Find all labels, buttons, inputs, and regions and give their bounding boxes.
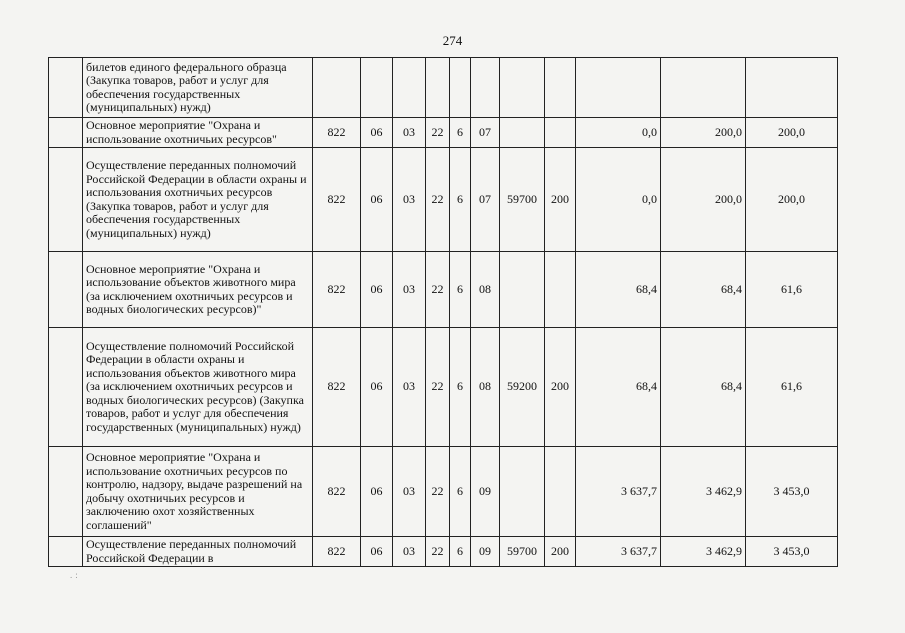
direction-code: 59200 — [500, 328, 545, 447]
subprogram-code — [450, 58, 471, 118]
grbs-code: 822 — [313, 252, 361, 328]
amount-year-3 — [746, 58, 838, 118]
row-name: Основное мероприятие "Охрана и использование охотничьих ресурсов по контролю, надзору, выдаче разрешений на добычу охотничьих ресурсов и заключению охот хозяйственных соглашений" — [83, 447, 313, 537]
direction-code — [500, 447, 545, 537]
subprogram-code: 6 — [450, 252, 471, 328]
subprogram-code: 6 — [450, 537, 471, 567]
amount-year-1: 68,4 — [576, 252, 661, 328]
expense-type-code: 200 — [545, 537, 576, 567]
expense-type-code: 200 — [545, 328, 576, 447]
expense-type-code — [545, 252, 576, 328]
row-name: Осуществление переданных полномочий Российской Федерации в области охраны и использования охотничьих ресурсов (Закупка товаров, работ и услуг для обеспечения государственных (муниципальных) нужд) — [83, 148, 313, 252]
section-code: 06 — [361, 118, 393, 148]
table-row — [49, 537, 838, 567]
subsection-code: 03 — [393, 447, 426, 537]
amount-year-2: 68,4 — [661, 252, 746, 328]
row-index-cell — [49, 118, 83, 148]
amount-year-3: 61,6 — [746, 328, 838, 447]
amount-year-2: 200,0 — [661, 118, 746, 148]
amount-year-1: 0,0 — [576, 118, 661, 148]
section-code: 06 — [361, 447, 393, 537]
row-index-cell — [49, 148, 83, 252]
amount-year-1: 3 637,7 — [576, 447, 661, 537]
direction-code: 59700 — [500, 537, 545, 567]
amount-year-2: 3 462,9 — [661, 537, 746, 567]
direction-code — [500, 118, 545, 148]
amount-year-1: 68,4 — [576, 328, 661, 447]
row-index-cell — [49, 252, 83, 328]
activity-code: 07 — [471, 148, 500, 252]
program-code: 22 — [426, 148, 450, 252]
amount-year-3: 61,6 — [746, 252, 838, 328]
amount-year-2: 200,0 — [661, 148, 746, 252]
amount-year-3: 3 453,0 — [746, 447, 838, 537]
section-code: 06 — [361, 328, 393, 447]
subprogram-code: 6 — [450, 148, 471, 252]
row-index-cell — [49, 58, 83, 118]
grbs-code: 822 — [313, 447, 361, 537]
table-row — [49, 58, 838, 118]
amount-year-3: 200,0 — [746, 118, 838, 148]
row-name: Осуществление переданных полномочий Российской Федерации в — [83, 537, 313, 567]
activity-code: 08 — [471, 252, 500, 328]
program-code: 22 — [426, 447, 450, 537]
amount-year-2: 68,4 — [661, 328, 746, 447]
budget-table — [48, 57, 838, 567]
grbs-code: 822 — [313, 537, 361, 567]
direction-code — [500, 58, 545, 118]
table-row — [49, 328, 838, 447]
amount-year-2: 3 462,9 — [661, 447, 746, 537]
expense-type-code: 200 — [545, 148, 576, 252]
subsection-code: 03 — [393, 328, 426, 447]
program-code: 22 — [426, 118, 450, 148]
subsection-code: 03 — [393, 148, 426, 252]
row-name: Осуществление полномочий Российской Федерации в области охраны и использования объектов животного мира (за исключением охотничьих ресурсов и водных биологических ресурсов) (Закупка товаров, работ и услуг для обеспечения государственных (муниципальных) нужд) — [83, 328, 313, 447]
amount-year-1 — [576, 58, 661, 118]
program-code — [426, 58, 450, 118]
row-name: Основное мероприятие "Охрана и использование охотничьих ресурсов" — [83, 118, 313, 148]
grbs-code — [313, 58, 361, 118]
page-number: 274 — [442, 33, 463, 48]
grbs-code: 822 — [313, 328, 361, 447]
subprogram-code: 6 — [450, 118, 471, 148]
subsection-code: 03 — [393, 118, 426, 148]
amount-year-3: 200,0 — [746, 148, 838, 252]
direction-code — [500, 252, 545, 328]
amount-year-2 — [661, 58, 746, 118]
table-row — [49, 118, 838, 148]
table-row — [49, 148, 838, 252]
section-code: 06 — [361, 252, 393, 328]
grbs-code: 822 — [313, 118, 361, 148]
table-row — [49, 447, 838, 537]
subsection-code: 03 — [393, 252, 426, 328]
row-index-cell — [49, 537, 83, 567]
amount-year-1: 0,0 — [576, 148, 661, 252]
subprogram-code: 6 — [450, 328, 471, 447]
program-code: 22 — [426, 537, 450, 567]
activity-code: 09 — [471, 447, 500, 537]
expense-type-code — [545, 118, 576, 148]
scan-specks: .: — [70, 570, 81, 580]
row-index-cell — [49, 328, 83, 447]
subsection-code: 03 — [393, 537, 426, 567]
expense-type-code — [545, 447, 576, 537]
section-code: 06 — [361, 537, 393, 567]
table-row — [49, 252, 838, 328]
subsection-code — [393, 58, 426, 118]
amount-year-1: 3 637,7 — [576, 537, 661, 567]
expense-type-code — [545, 58, 576, 118]
row-name: Основное мероприятие "Охрана и использование объектов животного мира (за исключением охотничьих ресурсов и водных биологических ресурсов)" — [83, 252, 313, 328]
section-code — [361, 58, 393, 118]
grbs-code: 822 — [313, 148, 361, 252]
activity-code: 08 — [471, 328, 500, 447]
activity-code: 09 — [471, 537, 500, 567]
row-index-cell — [49, 447, 83, 537]
direction-code: 59700 — [500, 148, 545, 252]
program-code: 22 — [426, 252, 450, 328]
section-code: 06 — [361, 148, 393, 252]
row-name: билетов единого федерального образца (Закупка товаров, работ и услуг для обеспечения государственных (муниципальных) нужд) — [83, 58, 313, 118]
program-code: 22 — [426, 328, 450, 447]
activity-code — [471, 58, 500, 118]
subprogram-code: 6 — [450, 447, 471, 537]
amount-year-3: 3 453,0 — [746, 537, 838, 567]
activity-code: 07 — [471, 118, 500, 148]
